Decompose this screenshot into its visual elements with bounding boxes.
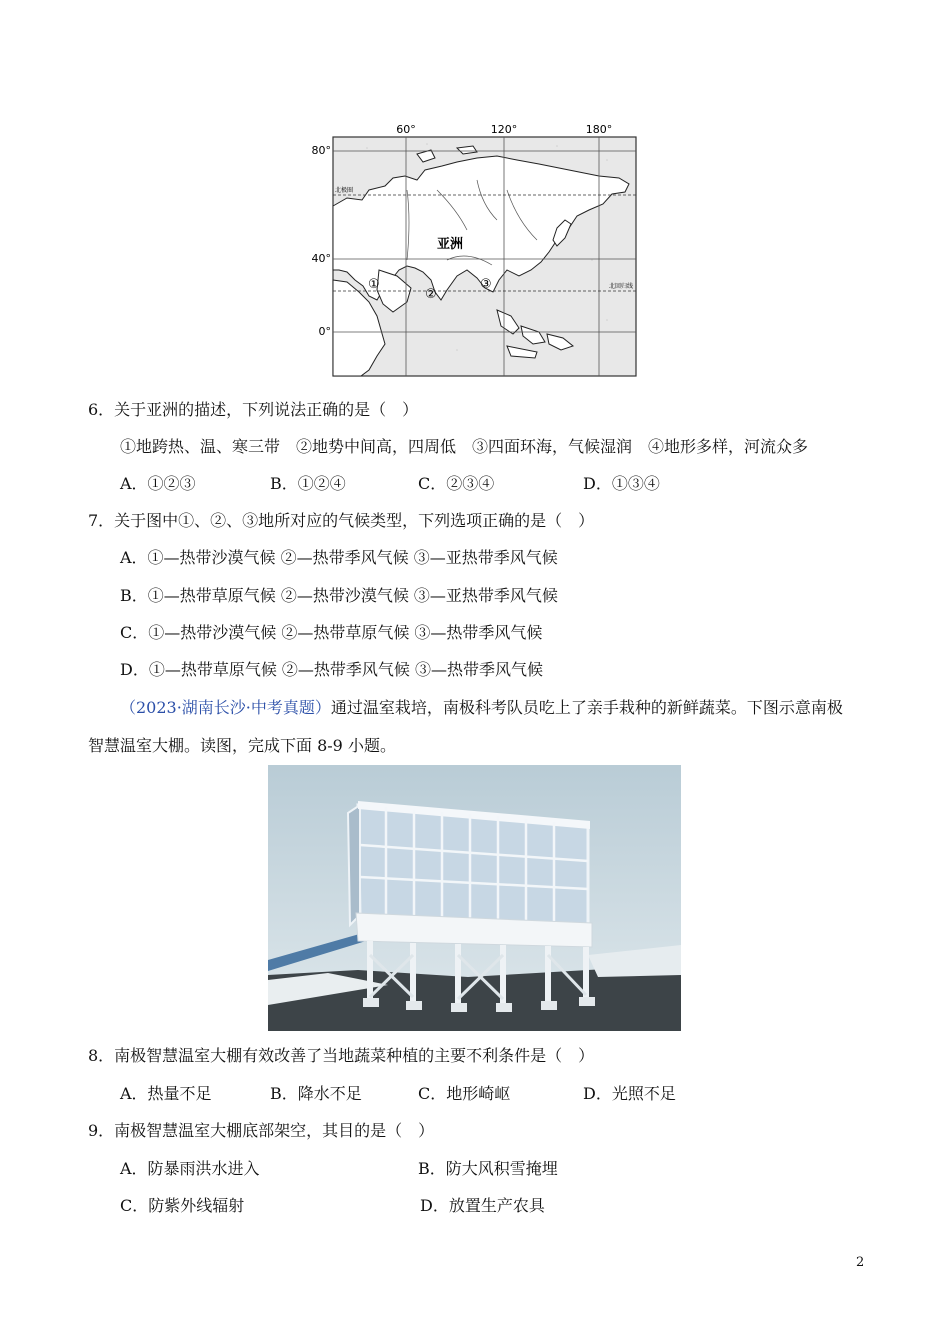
q6-statements: ①地跨热、温、寒三带 ②地势中间高，四周低 ③四面环海，气候湿润 ④地形多样，河流众多 (120, 437, 809, 456)
q9-option-d[interactable]: D．放置生产农具 (420, 1196, 545, 1215)
page-number: 2 (856, 1255, 865, 1270)
q6-option-d[interactable]: D．①③④ (583, 474, 660, 493)
q7-stem: 7．关于图中①、②、③地所对应的气候类型，下列选项正确的是（ ） (88, 511, 595, 530)
lon-label-60: 60° (396, 123, 416, 136)
q6-option-a[interactable]: A．①②③ (120, 474, 196, 493)
q6-stem: 6．关于亚洲的描述，下列说法正确的是（ ） (88, 400, 419, 419)
marker-2: ② (425, 287, 437, 302)
lat-label-80: 80° (311, 144, 331, 157)
lon-label-120: 120° (490, 123, 518, 136)
continent-label: 亚洲 (437, 237, 464, 252)
intro-text-1: 通过温室栽培，南极科考队员吃上了亲手栽种的新鲜蔬菜。下图示意南极 (330, 698, 843, 717)
q6-option-b[interactable]: B．①②④ (270, 474, 346, 493)
q7-option-a[interactable]: A．①—热带沙漠气候 ②—热带季风气候 ③—亚热带季风气候 (120, 548, 558, 567)
tropic-label: 北回归线 (609, 283, 634, 290)
lon-label-180: 180° (585, 123, 613, 136)
intro-line-2: 智慧温室大棚。读图，完成下面 8-9 小题。 (88, 736, 396, 755)
lat-label-40: 40° (311, 252, 331, 265)
q9-option-a[interactable]: A．防暴雨洪水进入 (120, 1159, 260, 1178)
source-tag: （2023·湖南长沙·中考真题） (120, 698, 331, 717)
marker-3: ③ (480, 277, 492, 292)
q7-option-c[interactable]: C．①—热带沙漠气候 ②—热带草原气候 ③—热带季风气候 (120, 623, 543, 642)
q8-option-d[interactable]: D．光照不足 (583, 1084, 676, 1103)
q7-option-d[interactable]: D．①—热带草原气候 ②—热带季风气候 ③—热带季风气候 (120, 660, 544, 679)
marker-1: ① (368, 277, 380, 292)
q8-stem: 8．南极智慧温室大棚有效改善了当地蔬菜种植的主要不利条件是（ ） (88, 1046, 595, 1065)
greenhouse-photo (268, 765, 681, 1031)
q9-stem: 9．南极智慧温室大棚底部架空，其目的是（ ） (88, 1121, 435, 1140)
q9-option-c[interactable]: C．防紫外线辐射 (120, 1196, 245, 1215)
arctic-circle-label: 北极圈 (335, 187, 354, 194)
q8-option-c[interactable]: C．地形崎岖 (418, 1084, 511, 1103)
intro-line-1 (120, 695, 843, 718)
q6-option-c[interactable]: C．②③④ (418, 474, 495, 493)
lat-label-0: 0° (318, 325, 331, 338)
asia-map (307, 120, 637, 378)
q9-option-b[interactable]: B．防大风积雪掩埋 (418, 1159, 558, 1178)
q7-option-b[interactable]: B．①—热带草原气候 ②—热带沙漠气候 ③—亚热带季风气候 (120, 586, 558, 605)
q8-option-b[interactable]: B．降水不足 (270, 1084, 362, 1103)
q8-option-a[interactable]: A．热量不足 (120, 1084, 212, 1103)
